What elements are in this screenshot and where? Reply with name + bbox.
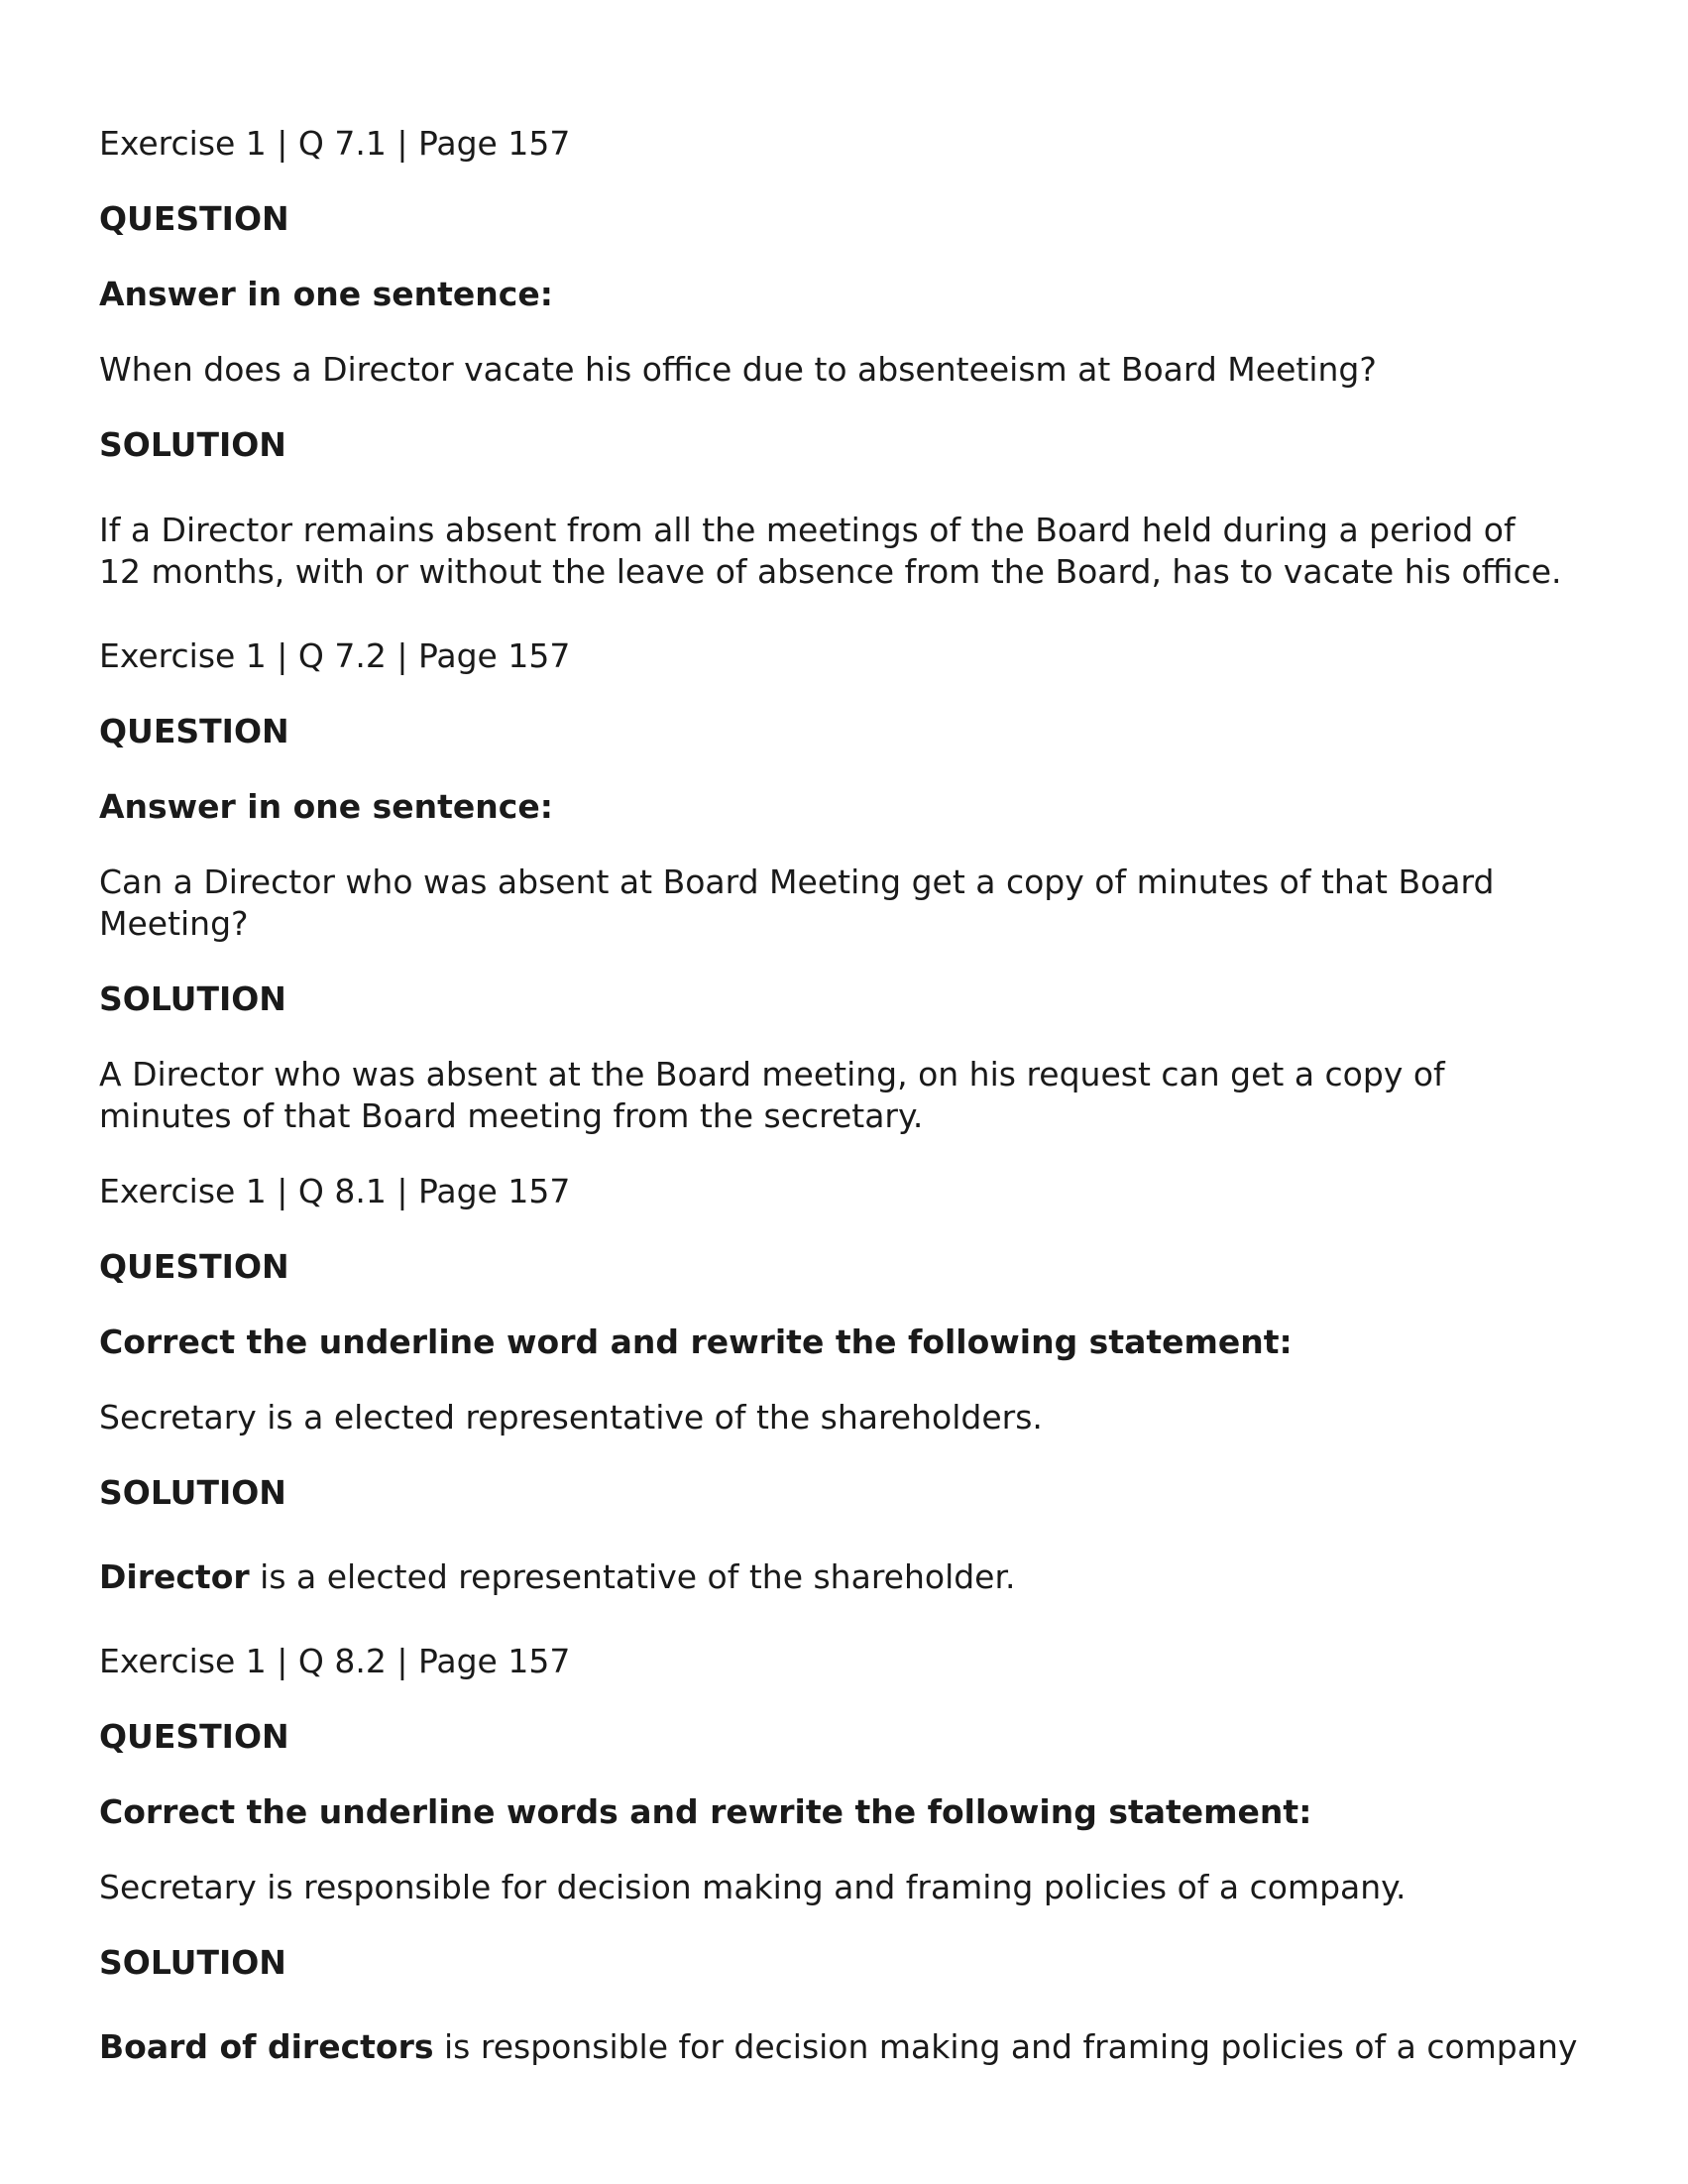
question-text-line: Can a Director who was absent at Board Meeting get a copy of minutes of that Board: [99, 862, 1495, 901]
question-instruction: Answer in one sentence:: [99, 787, 553, 826]
question-label: QUESTION: [99, 1247, 289, 1286]
solution-label: SOLUTION: [99, 1943, 286, 1982]
solution-text-line: 12 months, with or without the leave of absence from the Board, has to vacate his office.: [99, 552, 1562, 591]
solution-text-rest: is a elected representative of the shareholder.: [249, 1557, 1016, 1596]
solution-text-line: A Director who was absent at the Board meeting, on his request can get a copy of: [99, 1055, 1445, 1093]
solution-text: [99, 2026, 1577, 2068]
exercise-reference: Exercise 1 | Q 7.2 | Page 157: [99, 636, 571, 675]
question-text: When does a Director vacate his office due to absenteeism at Board Meeting?: [99, 350, 1377, 389]
solution-label: SOLUTION: [99, 1473, 286, 1512]
solution-text-line: minutes of that Board meeting from the secretary.: [99, 1096, 924, 1135]
solution-text-rest: is responsible for decision making and framing policies of a company: [433, 2027, 1578, 2066]
corrected-words: Board of directors: [99, 2027, 434, 2066]
corrected-word: Director: [99, 1557, 250, 1596]
solution-label: SOLUTION: [99, 979, 286, 1018]
question-label: QUESTION: [99, 1717, 289, 1756]
question-instruction: Correct the underline words and rewrite the following statement:: [99, 1792, 1312, 1831]
solution-label: SOLUTION: [99, 425, 286, 464]
solution-text: [99, 1556, 1016, 1598]
question-text: Secretary is a elected representative of the shareholders.: [99, 1398, 1043, 1437]
question-text-line: Meeting?: [99, 904, 249, 943]
exercise-reference: Exercise 1 | Q 8.1 | Page 157: [99, 1172, 571, 1210]
question-label: QUESTION: [99, 712, 289, 750]
exercise-reference: Exercise 1 | Q 7.1 | Page 157: [99, 124, 571, 163]
exercise-reference: Exercise 1 | Q 8.2 | Page 157: [99, 1642, 571, 1680]
question-instruction: Answer in one sentence:: [99, 275, 553, 313]
question-label: QUESTION: [99, 199, 289, 238]
solution-text-line: If a Director remains absent from all the meetings of the Board held during a period of: [99, 511, 1516, 549]
question-instruction: Correct the underline word and rewrite the following statement:: [99, 1322, 1293, 1361]
question-text: Secretary is responsible for decision making and framing policies of a company.: [99, 1868, 1407, 1906]
